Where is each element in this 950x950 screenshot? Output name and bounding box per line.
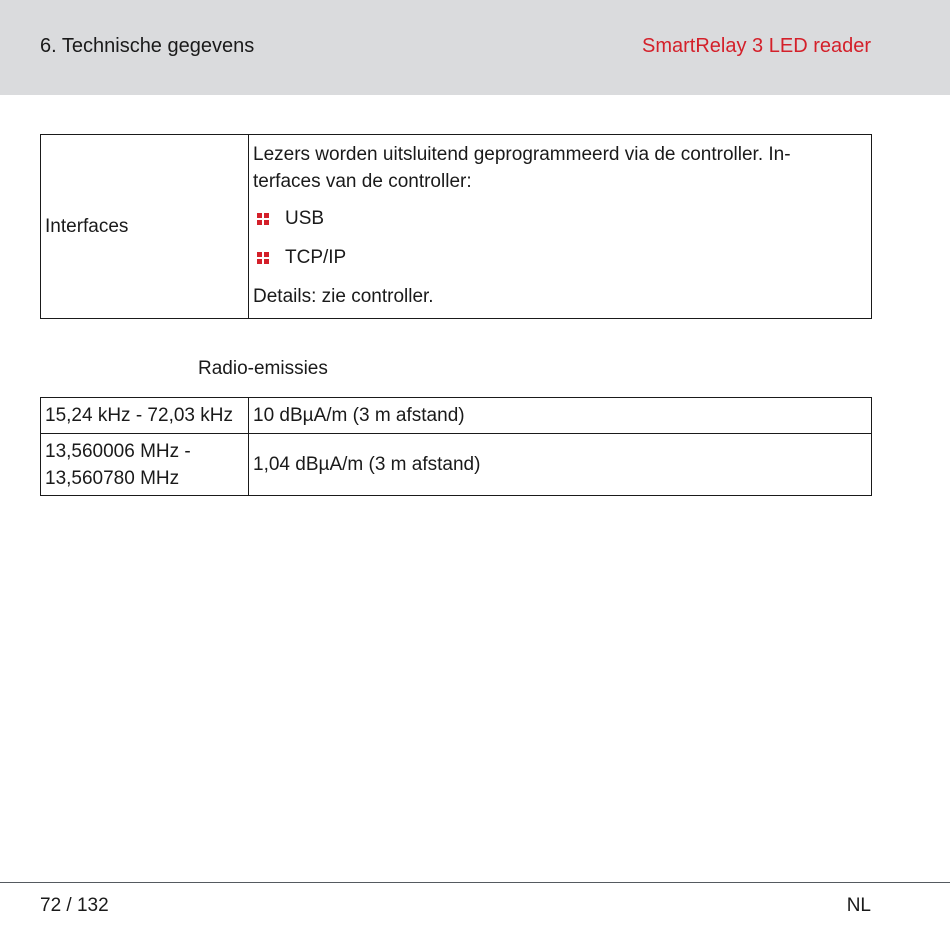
language-code: NL	[846, 895, 871, 916]
table-row	[41, 135, 872, 319]
red-square-grid-icon	[257, 213, 269, 225]
frequency-cell: 13,560006 MHz - 13,560780 MHz	[41, 434, 249, 496]
radio-caption: Radio-emissies	[198, 358, 328, 379]
page-number: 72 / 132	[40, 895, 109, 916]
bullet-text: USB	[285, 208, 325, 229]
table-row	[41, 434, 872, 496]
interfaces-content	[249, 135, 872, 319]
list-item	[253, 244, 867, 271]
interfaces-table	[40, 134, 872, 319]
product-title: SmartRelay 3 LED reader	[642, 35, 871, 57]
interfaces-intro: Lezers worden uitsluitend geprogrammeerd via de controller. In- terfaces van de controller:	[253, 144, 791, 192]
interfaces-details: Details: zie controller.	[253, 286, 434, 307]
footer-divider	[0, 882, 950, 883]
radio-table	[40, 397, 872, 496]
list-item	[253, 205, 867, 232]
value-cell: 1,04 dBµA/m (3 m afstand)	[249, 434, 872, 496]
frequency-cell: 15,24 kHz - 72,03 kHz	[41, 398, 249, 434]
red-square-grid-icon	[257, 252, 269, 264]
section-title: 6. Technische gegevens	[40, 35, 255, 57]
interfaces-label: Interfaces	[41, 135, 249, 319]
table-row	[41, 398, 872, 434]
bullet-text: TCP/IP	[285, 247, 347, 268]
value-cell: 10 dBµA/m (3 m afstand)	[249, 398, 872, 434]
page-header	[0, 0, 950, 95]
